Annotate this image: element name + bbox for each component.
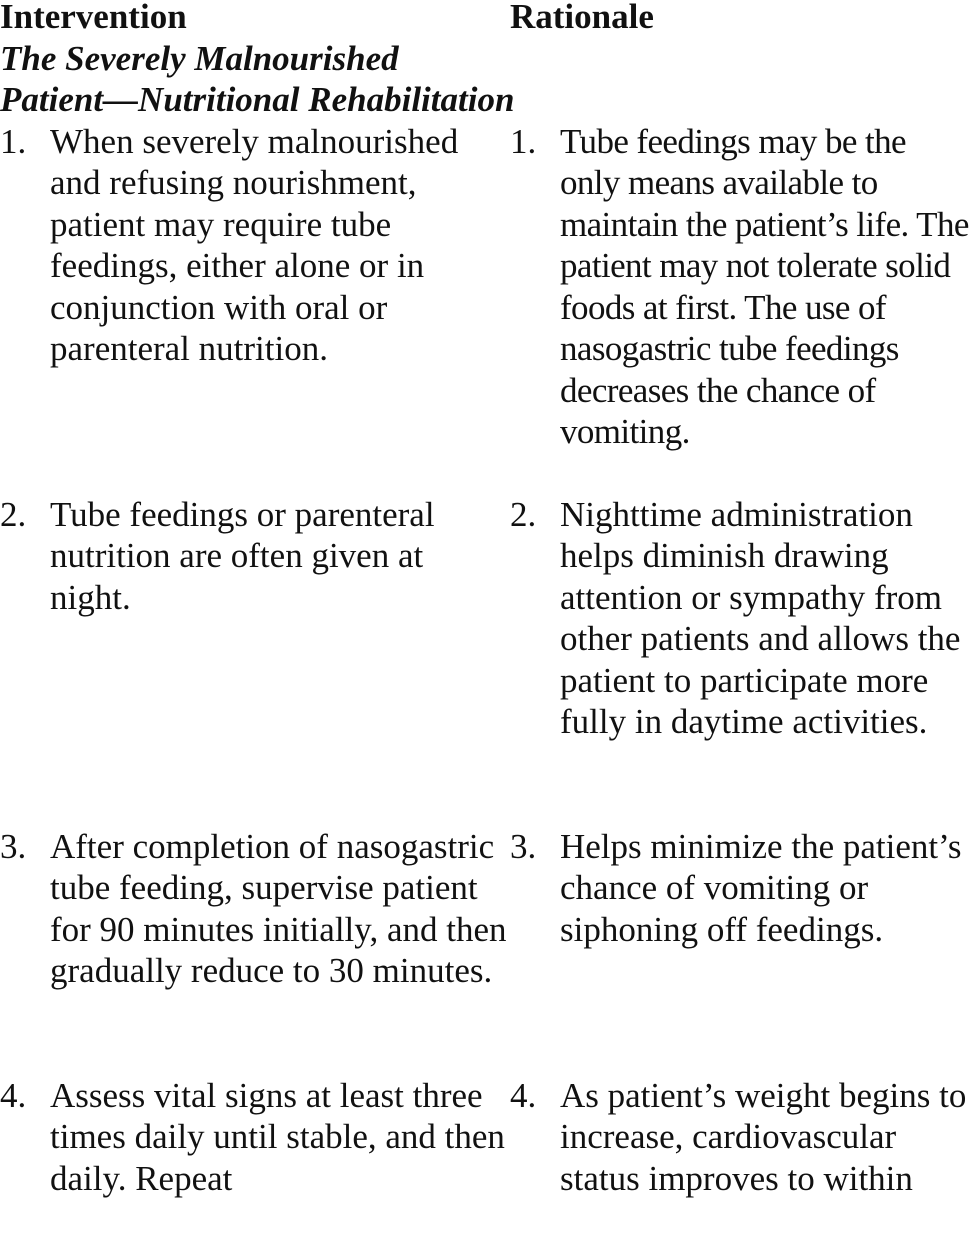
table-row (0, 1075, 971, 1241)
intervention-text: Assess vital signs at least three times daily until stable, and then daily. Repeat (50, 1075, 505, 1198)
table-row (0, 121, 971, 494)
rationale-text: Tube feedings may be the only means available to maintain the patient’s life. The patient may not tolerate solid foods at first. The use of nasogastric tube feedings decreases the chance of vomiting. (560, 121, 969, 451)
column-headers (0, 0, 971, 38)
rationale-item (510, 1075, 971, 1241)
item-number: 3. (0, 826, 27, 866)
rationale-item (510, 121, 971, 494)
intervention-text: Tube feedings or parenteral nutrition are often given at night. (50, 494, 435, 617)
intervention-item (0, 826, 510, 1075)
table-row (0, 826, 971, 1075)
rationale-heading: Rationale (510, 0, 654, 36)
table-row (0, 494, 971, 826)
section-title-line-1: The Severely Malnourished (0, 38, 399, 78)
intervention-item (0, 494, 510, 826)
item-number: 4. (510, 1075, 537, 1115)
rationale-text: As patient’s weight begins to increase, cardiovascular status improves to within (560, 1075, 967, 1198)
intervention-item (0, 121, 510, 494)
rationale-item (510, 494, 971, 826)
rationale-text: Nighttime administration helps diminish drawing attention or sympathy from other patients and allows the patient to participate more fully in daytime activities. (560, 494, 961, 741)
intervention-item (0, 1075, 510, 1241)
rationale-text: Helps minimize the patient’s chance of vomiting or siphoning off feedings. (560, 826, 962, 949)
rationale-item (510, 826, 971, 1075)
intervention-text: When severely malnourished and refusing nourishment, patient may require tube feedings, either alone or in conjunction with oral or parenteral nutrition. (50, 121, 459, 368)
intervention-heading: Intervention (0, 0, 187, 36)
item-number: 1. (0, 121, 27, 161)
intervention-text: After completion of nasogastric tube feeding, supervise patient for 90 minutes initially, and then gradually reduce to 30 minutes. (50, 826, 507, 990)
item-number: 4. (0, 1075, 27, 1115)
item-number: 3. (510, 826, 537, 866)
section-title (0, 38, 700, 121)
item-number: 1. (510, 121, 537, 161)
section-title-line-2: Patient—Nutritional Rehabilitation (0, 80, 515, 119)
item-number: 2. (0, 494, 27, 534)
item-number: 2. (510, 494, 537, 534)
